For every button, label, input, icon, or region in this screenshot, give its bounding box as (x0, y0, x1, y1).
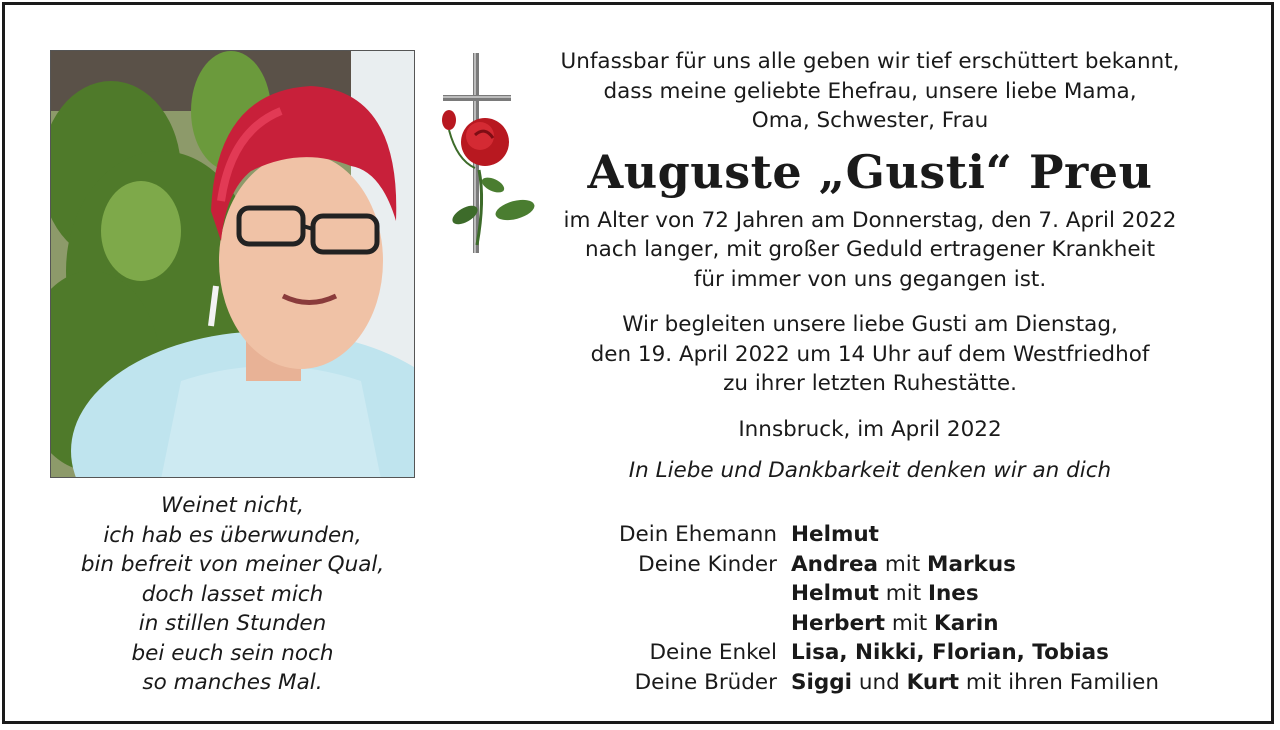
poem-line: bei euch sein noch (131, 640, 334, 666)
portrait-photo (50, 50, 415, 478)
family-member-name: Ines (927, 581, 979, 606)
family-row (525, 520, 1215, 550)
family-list (525, 520, 1215, 697)
poem-line: in stillen Stunden (138, 611, 327, 636)
family-member-name: Helmut (791, 522, 879, 547)
family-member-name: Kurt (906, 669, 960, 695)
family-names (791, 609, 999, 639)
family-connector: mit (885, 610, 935, 636)
announcement (525, 47, 1215, 486)
family-names (791, 520, 879, 550)
family-member-name: Markus (927, 551, 1016, 577)
family-connector: mit ihren Familien (959, 669, 1160, 695)
family-connector: und (852, 669, 907, 695)
rose-icon (442, 110, 537, 245)
deceased-name: Auguste „Gusti“ Preu (587, 144, 1153, 199)
poem (50, 491, 415, 698)
family-relation (525, 579, 791, 609)
funeral-line: den 19. April 2022 um 14 Uhr auf dem Westfriedhof (590, 341, 1150, 367)
family-relation: Deine Kinder (638, 551, 777, 577)
family-member-name: Lisa, Nikki, Florian, Tobias (791, 640, 1109, 665)
intro-line: Oma, Schwester, Frau (751, 108, 989, 133)
family-row (525, 638, 1215, 668)
family-member-name: Helmut (791, 581, 879, 606)
family-member-name: Siggi (791, 669, 853, 695)
family-names (791, 638, 1109, 668)
intro-line: Unfassbar für uns alle geben wir tief erschüttert bekannt, (560, 49, 1180, 74)
family-row (525, 668, 1215, 698)
family-connector: mit (878, 551, 928, 577)
family-relation: Deine Enkel (649, 640, 777, 665)
family-row (525, 609, 1215, 639)
death-line: für immer von uns gegangen ist. (693, 266, 1047, 292)
portrait-illustration (51, 51, 415, 478)
obituary-frame (2, 2, 1274, 724)
poem-line: Weinet nicht, (161, 493, 304, 518)
death-line: im Alter von 72 Jahren am Donnerstag, den 7. April 2022 (563, 207, 1177, 233)
poem-line: so manches Mal. (142, 670, 323, 695)
family-member-name: Andrea (791, 551, 879, 577)
family-connector: mit (878, 581, 928, 606)
intro-line: dass meine geliebte Ehefrau, unsere liebe Mama, (603, 78, 1137, 104)
family-relation: Deine Brüder (634, 669, 777, 695)
poem-line: ich hab es überwunden, (103, 522, 362, 548)
family-member-name: Herbert (791, 610, 886, 636)
place-date: Innsbruck, im April 2022 (738, 416, 1002, 442)
family-names (791, 668, 1159, 698)
funeral-line: Wir begleiten unsere liebe Gusti am Dienstag, (622, 312, 1118, 337)
funeral-line: zu ihrer letzten Ruhestätte. (723, 371, 1017, 396)
family-names (791, 579, 979, 609)
family-relation: Dein Ehemann (618, 522, 777, 547)
death-line: nach langer, mit großer Geduld ertragener Krankheit (584, 237, 1155, 262)
family-row (525, 579, 1215, 609)
poem-line: bin befreit von meiner Qual, (80, 552, 385, 577)
closing-line: In Liebe und Dankbarkeit denken wir an dich (628, 458, 1112, 483)
family-member-name: Karin (934, 610, 999, 636)
family-names (791, 550, 1016, 580)
poem-line: doch lasset mich (141, 581, 324, 607)
family-row (525, 550, 1215, 580)
family-relation (525, 609, 791, 639)
